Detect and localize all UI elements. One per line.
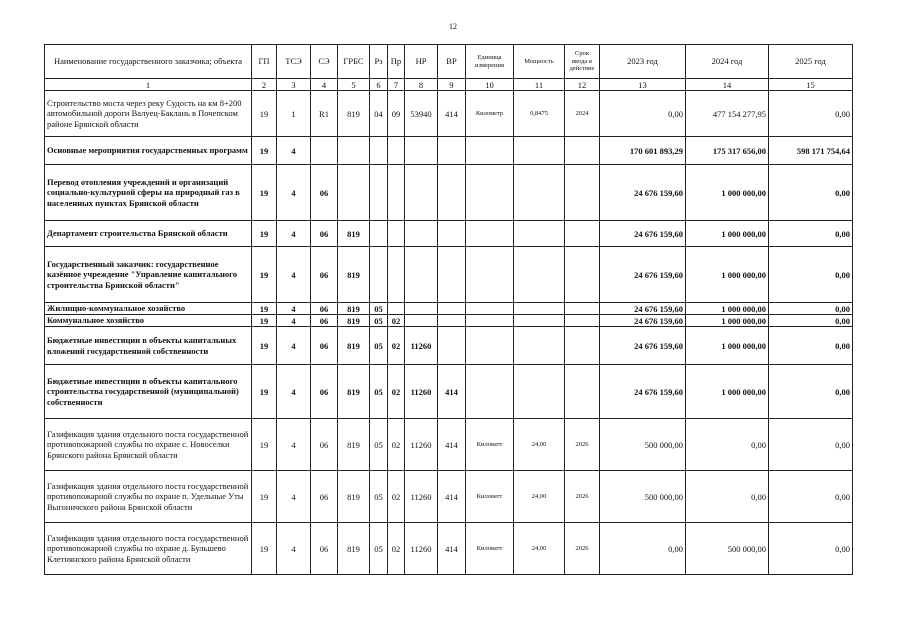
table-cell: 0,8475 bbox=[514, 91, 565, 137]
table-cell: 11260 bbox=[405, 365, 438, 419]
table-cell: 02 bbox=[388, 471, 405, 523]
table-cell: Киловатт bbox=[466, 419, 514, 471]
table-cell: 06 bbox=[311, 165, 338, 221]
table-cell bbox=[466, 165, 514, 221]
table-cell bbox=[466, 137, 514, 165]
table-cell: 24 676 159,60 bbox=[600, 221, 686, 247]
table-cell bbox=[388, 221, 405, 247]
table-cell: 06 bbox=[311, 247, 338, 303]
table-cell: 4 bbox=[277, 419, 311, 471]
table-cell: 24 676 159,60 bbox=[600, 315, 686, 327]
table-cell: 414 bbox=[438, 523, 466, 575]
table-cell: 1 bbox=[277, 91, 311, 137]
table-cell: 05 bbox=[370, 303, 388, 315]
header-cell: Наименование государственного заказчика; объекта bbox=[45, 45, 252, 79]
table-cell: 0,00 bbox=[769, 327, 853, 365]
table-cell bbox=[405, 221, 438, 247]
page-number: 12 bbox=[449, 22, 457, 31]
header-cell: Рз bbox=[370, 45, 388, 79]
row-name-cell: Перевод отопления учреждений и организаций социально-культурной сферы на природный газ в населенных пунктах Брянской области bbox=[45, 165, 252, 221]
table-cell: 0,00 bbox=[769, 315, 853, 327]
table-cell: 819 bbox=[338, 365, 370, 419]
table-cell: 170 601 893,29 bbox=[600, 137, 686, 165]
row-name-cell: Строительство моста через реку Судость на км 8+200 автомобильной дороги Валуец-Баклань в Почепском районе Брянской области bbox=[45, 91, 252, 137]
header-cell: НР bbox=[405, 45, 438, 79]
table-cell bbox=[565, 165, 600, 221]
table-cell bbox=[565, 365, 600, 419]
table-cell: 4 bbox=[277, 315, 311, 327]
table-cell bbox=[565, 137, 600, 165]
table-cell: 24,00 bbox=[514, 523, 565, 575]
column-number: 2 bbox=[252, 79, 277, 91]
table-cell: 4 bbox=[277, 523, 311, 575]
table-cell: 02 bbox=[388, 315, 405, 327]
table-cell: 19 bbox=[252, 471, 277, 523]
column-number: 5 bbox=[338, 79, 370, 91]
table-cell bbox=[514, 247, 565, 303]
table-cell: 819 bbox=[338, 327, 370, 365]
table-cell: 500 000,00 bbox=[600, 419, 686, 471]
table-body bbox=[45, 91, 853, 575]
table-cell: 06 bbox=[311, 327, 338, 365]
table-cell: 02 bbox=[388, 419, 405, 471]
table-cell bbox=[438, 137, 466, 165]
table-cell: 11260 bbox=[405, 471, 438, 523]
table-row bbox=[45, 247, 853, 303]
table-cell bbox=[514, 365, 565, 419]
table-row bbox=[45, 165, 853, 221]
table-cell bbox=[388, 303, 405, 315]
table-cell: 500 000,00 bbox=[600, 471, 686, 523]
table-cell: 06 bbox=[311, 523, 338, 575]
table-cell bbox=[514, 137, 565, 165]
table-cell: 819 bbox=[338, 303, 370, 315]
table-cell: 06 bbox=[311, 419, 338, 471]
table-row bbox=[45, 221, 853, 247]
column-number: 13 bbox=[600, 79, 686, 91]
table-cell: 11260 bbox=[405, 419, 438, 471]
table-row bbox=[45, 365, 853, 419]
table-cell bbox=[565, 303, 600, 315]
header-cell: Единица измерения bbox=[466, 45, 514, 79]
table-cell: 1 000 000,00 bbox=[686, 165, 769, 221]
table-cell bbox=[405, 315, 438, 327]
table-cell: 19 bbox=[252, 247, 277, 303]
table-cell bbox=[565, 221, 600, 247]
column-number: 7 bbox=[388, 79, 405, 91]
table-cell: 414 bbox=[438, 471, 466, 523]
table-cell: 4 bbox=[277, 303, 311, 315]
table-cell bbox=[388, 247, 405, 303]
table-cell: 11260 bbox=[405, 327, 438, 365]
table-cell: 06 bbox=[311, 365, 338, 419]
table-cell: 819 bbox=[338, 247, 370, 303]
table-cell bbox=[311, 137, 338, 165]
table-cell: 02 bbox=[388, 365, 405, 419]
table-cell: 05 bbox=[370, 315, 388, 327]
column-number: 4 bbox=[311, 79, 338, 91]
table-cell: 1 000 000,00 bbox=[686, 247, 769, 303]
table-cell: 4 bbox=[277, 471, 311, 523]
table-cell: 19 bbox=[252, 221, 277, 247]
column-number: 1 bbox=[45, 79, 252, 91]
header-cell: ТСЭ bbox=[277, 45, 311, 79]
header-cell: СЭ bbox=[311, 45, 338, 79]
table-cell: 05 bbox=[370, 327, 388, 365]
table-cell: 0,00 bbox=[769, 523, 853, 575]
column-number: 9 bbox=[438, 79, 466, 91]
table-cell: 0,00 bbox=[769, 471, 853, 523]
table-cell: 19 bbox=[252, 365, 277, 419]
table-cell: 4 bbox=[277, 137, 311, 165]
table-row bbox=[45, 91, 853, 137]
table-row bbox=[45, 419, 853, 471]
table-cell: 0,00 bbox=[769, 221, 853, 247]
table-cell: 819 bbox=[338, 523, 370, 575]
table-cell: 2026 bbox=[565, 523, 600, 575]
column-number: 11 bbox=[514, 79, 565, 91]
table-cell bbox=[466, 365, 514, 419]
row-name-cell: Газификация здания отдельного поста государственной противопожарной службы по охране п. Удельные Уты Выгоничского района Брянской области bbox=[45, 471, 252, 523]
table-cell bbox=[514, 327, 565, 365]
table-cell: 24 676 159,60 bbox=[600, 327, 686, 365]
table-cell: 09 bbox=[388, 91, 405, 137]
table-cell bbox=[514, 165, 565, 221]
table-cell bbox=[438, 221, 466, 247]
table-cell: 414 bbox=[438, 419, 466, 471]
table-cell: 819 bbox=[338, 91, 370, 137]
table-cell: 24 676 159,60 bbox=[600, 303, 686, 315]
table-cell bbox=[466, 315, 514, 327]
table-cell: 4 bbox=[277, 247, 311, 303]
table-cell: 06 bbox=[311, 221, 338, 247]
table-cell: 19 bbox=[252, 303, 277, 315]
row-name-cell: Газификация здания отдельного поста государственной противопожарной службы по охране с. Новоселки Брянского района Брянской области bbox=[45, 419, 252, 471]
table-cell: 0,00 bbox=[769, 91, 853, 137]
table-cell: Киловатт bbox=[466, 471, 514, 523]
table-cell: 0,00 bbox=[769, 365, 853, 419]
table-cell: 19 bbox=[252, 419, 277, 471]
table-cell: 2024 bbox=[565, 91, 600, 137]
table-cell bbox=[466, 303, 514, 315]
table-cell: 4 bbox=[277, 165, 311, 221]
table-cell: 24,00 bbox=[514, 419, 565, 471]
table-cell: 24 676 159,60 bbox=[600, 365, 686, 419]
table-cell: 2026 bbox=[565, 471, 600, 523]
column-number: 14 bbox=[686, 79, 769, 91]
column-number: 10 bbox=[466, 79, 514, 91]
table-cell bbox=[438, 303, 466, 315]
table-cell: 4 bbox=[277, 365, 311, 419]
table-row bbox=[45, 137, 853, 165]
table-cell: 19 bbox=[252, 165, 277, 221]
header-cell: Мощность bbox=[514, 45, 565, 79]
table-cell bbox=[405, 137, 438, 165]
table-row bbox=[45, 315, 853, 327]
column-number: 15 bbox=[769, 79, 853, 91]
table-cell: 02 bbox=[388, 523, 405, 575]
header-cell: ГРБС bbox=[338, 45, 370, 79]
table-cell bbox=[338, 165, 370, 221]
table-cell: 1 000 000,00 bbox=[686, 315, 769, 327]
table-cell: 1 000 000,00 bbox=[686, 303, 769, 315]
budget-table bbox=[44, 44, 853, 575]
table-cell bbox=[514, 315, 565, 327]
header-row bbox=[45, 45, 853, 79]
column-number: 3 bbox=[277, 79, 311, 91]
table-cell: 06 bbox=[311, 303, 338, 315]
table-cell bbox=[370, 165, 388, 221]
table-cell: 1 000 000,00 bbox=[686, 365, 769, 419]
table-cell bbox=[405, 165, 438, 221]
table-cell bbox=[438, 315, 466, 327]
table-cell: 06 bbox=[311, 315, 338, 327]
table-cell bbox=[466, 247, 514, 303]
table-cell: 819 bbox=[338, 315, 370, 327]
header-cell: 2024 год bbox=[686, 45, 769, 79]
column-number: 12 bbox=[565, 79, 600, 91]
table-cell: 598 171 754,64 bbox=[769, 137, 853, 165]
row-name-cell: Государственный заказчик: государственное казённое учреждение "Управление капитального строительства Брянской области" bbox=[45, 247, 252, 303]
table-cell: 1 000 000,00 bbox=[686, 327, 769, 365]
table-cell bbox=[405, 247, 438, 303]
table-cell: 4 bbox=[277, 221, 311, 247]
table-cell: 0,00 bbox=[769, 419, 853, 471]
table-cell: 05 bbox=[370, 365, 388, 419]
row-name-cell: Основные мероприятия государственных программ bbox=[45, 137, 252, 165]
table-cell: 11260 bbox=[405, 523, 438, 575]
table-cell: R1 bbox=[311, 91, 338, 137]
table-row bbox=[45, 523, 853, 575]
header-cell: 2023 год bbox=[600, 45, 686, 79]
row-name-cell: Коммунальное хозяйство bbox=[45, 315, 252, 327]
row-name-cell: Газификация здания отдельного поста государственной противопожарной службы по охране д. Бульшево Клетнянского района Брянской области bbox=[45, 523, 252, 575]
table-cell: 05 bbox=[370, 419, 388, 471]
row-name-cell: Департамент строительства Брянской области bbox=[45, 221, 252, 247]
table-cell bbox=[466, 221, 514, 247]
table-cell: 19 bbox=[252, 137, 277, 165]
header-cell: Пр bbox=[388, 45, 405, 79]
table-cell: 19 bbox=[252, 91, 277, 137]
table-cell: 24 676 159,60 bbox=[600, 247, 686, 303]
table-cell bbox=[514, 221, 565, 247]
table-cell: Километр bbox=[466, 91, 514, 137]
table-cell bbox=[338, 137, 370, 165]
table-cell: Киловатт bbox=[466, 523, 514, 575]
header-cell: 2025 год bbox=[769, 45, 853, 79]
table-cell: 53940 bbox=[405, 91, 438, 137]
table-cell: 414 bbox=[438, 91, 466, 137]
table-cell bbox=[405, 303, 438, 315]
table-cell: 0,00 bbox=[686, 419, 769, 471]
column-number-row bbox=[45, 79, 853, 91]
table-cell: 06 bbox=[311, 471, 338, 523]
table-cell bbox=[370, 221, 388, 247]
table-cell: 05 bbox=[370, 523, 388, 575]
table-cell: 24 676 159,60 bbox=[600, 165, 686, 221]
column-number: 6 bbox=[370, 79, 388, 91]
table-cell: 819 bbox=[338, 419, 370, 471]
table-row bbox=[45, 327, 853, 365]
table-cell: 04 bbox=[370, 91, 388, 137]
table-cell bbox=[565, 247, 600, 303]
table-cell: 477 154 277,95 bbox=[686, 91, 769, 137]
table-cell bbox=[370, 137, 388, 165]
table-cell: 19 bbox=[252, 327, 277, 365]
table-cell: 19 bbox=[252, 315, 277, 327]
table-cell: 19 bbox=[252, 523, 277, 575]
row-name-cell: Бюджетные инвестиции в объекты капитального строительства государственной (муниципальной) собственности bbox=[45, 365, 252, 419]
table-cell bbox=[438, 327, 466, 365]
table-cell: 0,00 bbox=[600, 91, 686, 137]
table-cell: 4 bbox=[277, 327, 311, 365]
table-cell: 0,00 bbox=[769, 303, 853, 315]
table-cell: 500 000,00 bbox=[686, 523, 769, 575]
table-cell bbox=[388, 165, 405, 221]
table-cell: 24,00 bbox=[514, 471, 565, 523]
table-cell bbox=[438, 165, 466, 221]
table-cell: 819 bbox=[338, 221, 370, 247]
table-row bbox=[45, 471, 853, 523]
table-cell bbox=[565, 315, 600, 327]
table-cell bbox=[370, 247, 388, 303]
table-cell: 2026 bbox=[565, 419, 600, 471]
table-cell: 0,00 bbox=[600, 523, 686, 575]
table-cell bbox=[514, 303, 565, 315]
table-cell: 05 bbox=[370, 471, 388, 523]
table-cell: 414 bbox=[438, 365, 466, 419]
table-cell bbox=[388, 137, 405, 165]
table-row bbox=[45, 303, 853, 315]
row-name-cell: Бюджетные инвестиции в объекты капитальных вложений государственной собственности bbox=[45, 327, 252, 365]
row-name-cell: Жилищно-коммунальное хозяйство bbox=[45, 303, 252, 315]
table-cell: 0,00 bbox=[769, 247, 853, 303]
table-cell: 1 000 000,00 bbox=[686, 221, 769, 247]
header-cell: Срок ввода в действие bbox=[565, 45, 600, 79]
column-number: 8 bbox=[405, 79, 438, 91]
table-cell bbox=[466, 327, 514, 365]
table-cell: 0,00 bbox=[686, 471, 769, 523]
table-cell: 02 bbox=[388, 327, 405, 365]
table-cell: 175 317 656,00 bbox=[686, 137, 769, 165]
table-cell bbox=[565, 327, 600, 365]
header-cell: ВР bbox=[438, 45, 466, 79]
table-cell: 0,00 bbox=[769, 165, 853, 221]
header-cell: ГП bbox=[252, 45, 277, 79]
table-cell: 819 bbox=[338, 471, 370, 523]
table-cell bbox=[438, 247, 466, 303]
